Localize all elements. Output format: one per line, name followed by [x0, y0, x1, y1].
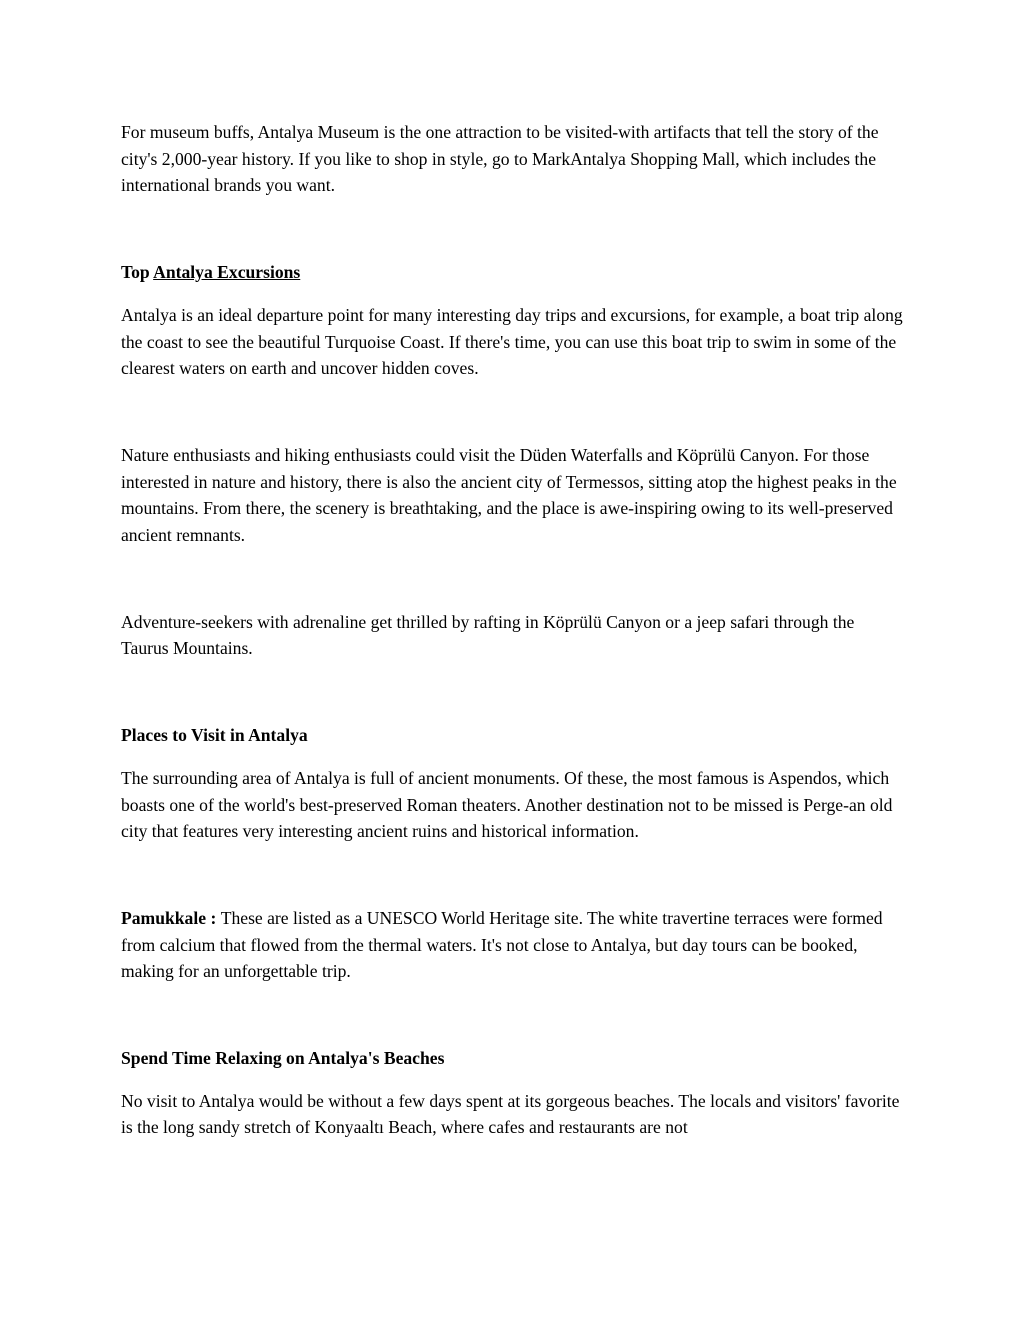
- paragraph-monuments: The surrounding area of Antalya is full of ancient monuments. Of these, the most famous is Aspendos, which boasts one of the world's best-preserved Roman theaters. Another destination not to be missed is Perge-an old city that features very interesting ancient ruins and historical information.: [121, 767, 893, 842]
- heading-prefix: Top: [121, 262, 154, 283]
- heading-beaches: Spend Time Relaxing on Antalya's Beaches: [121, 1048, 445, 1069]
- pamukkale-label: Pamukkale :: [121, 907, 221, 928]
- paragraph-adventure: Adventure-seekers with adrenaline get thrilled by rafting in Köprülü Canyon or a jeep safari through the Taurus Mountains.: [121, 611, 855, 659]
- pamukkale-text: These are listed as a UNESCO World Heritage site. The white travertine terraces were formed from calcium that flowed from the thermal waters. It's not close to Antalya, but day tours can be booked, making for an unforgettable trip.: [121, 907, 883, 982]
- antalya-excursions-link[interactable]: Antalya Excursions: [153, 262, 301, 283]
- paragraph-nature: Nature enthusiasts and hiking enthusiasts could visit the Düden Waterfalls and Köprülü Canyon. For those interested in nature and history, there is also the ancient city of Termessos, sitting atop the highest peaks in the mountains. From there, the scenery is breathtaking, and the place is awe-inspiring owing to its well-preserved ancient remnants.: [121, 444, 897, 546]
- heading-top-excursions: [121, 259, 906, 286]
- paragraph-museum-shopping: For museum buffs, Antalya Museum is the one attraction to be visited-with artifacts that tell the story of the city's 2,000-year history. If you like to shop in style, go to MarkAntalya Shopping Mall, which includes the international brands you want.: [121, 122, 879, 196]
- paragraph-beaches: No visit to Antalya would be without a few days spent at its gorgeous beaches. The locals and visitors' favorite is the long sandy stretch of Konyaaltı Beach, where cafes and restaurants are not: [121, 1090, 900, 1138]
- paragraph-pamukkale: [121, 905, 906, 985]
- paragraph-boat-trip: Antalya is an ideal departure point for many interesting day trips and excursions, for example, a boat trip along the coast to see the beautiful Turquoise Coast. If there's time, you can use this boat trip to swim in some of the clearest waters on earth and uncover hidden coves.: [121, 304, 903, 379]
- heading-places-to-visit: Places to Visit in Antalya: [121, 725, 308, 746]
- document-body: [121, 119, 906, 1141]
